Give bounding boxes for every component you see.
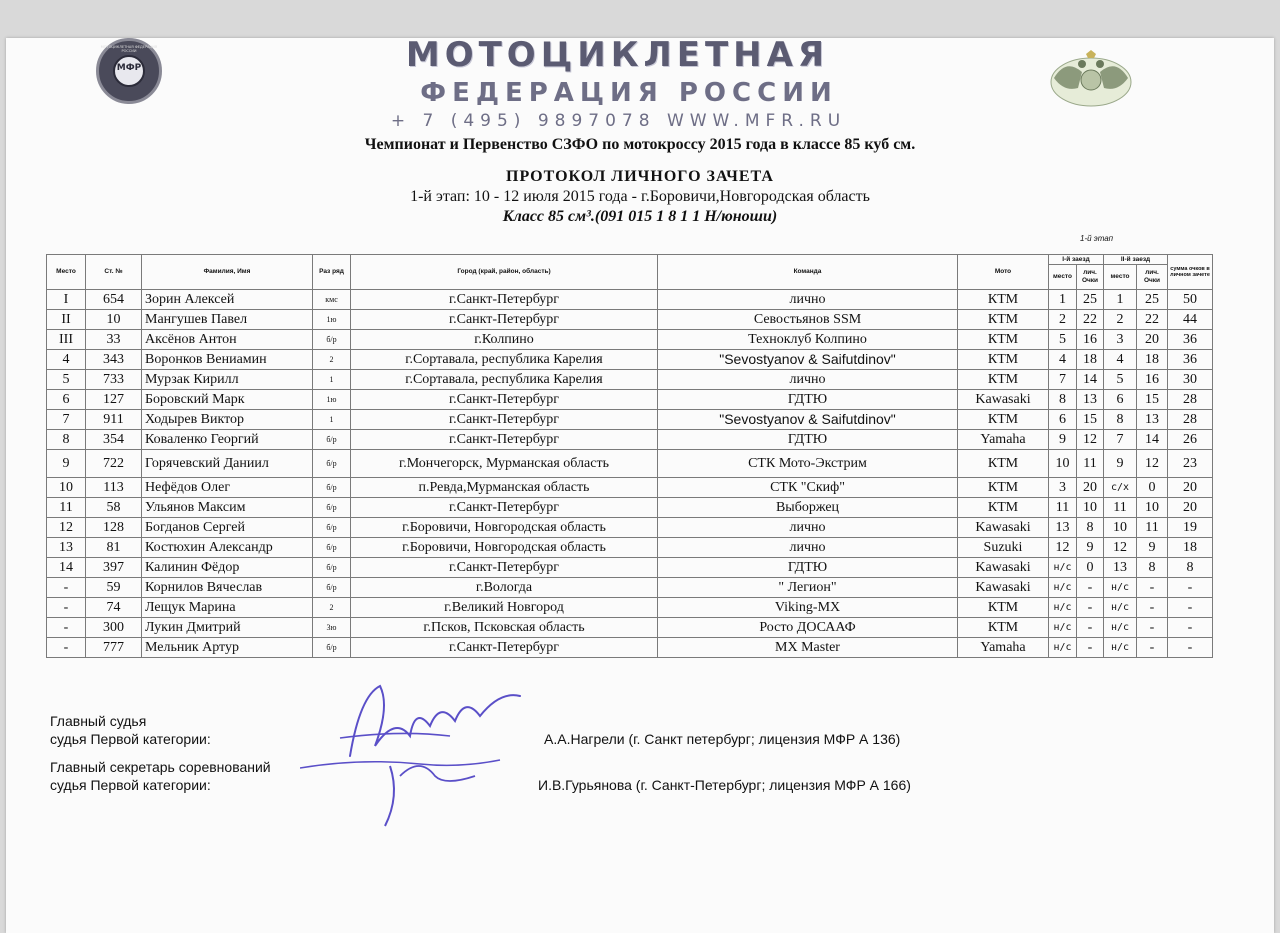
cell-heat2-points: 14 [1137, 430, 1168, 450]
cell-rank: б/р [313, 498, 351, 518]
cell-team: лично [658, 518, 958, 538]
cell-total: 18 [1168, 538, 1213, 558]
cell-rank: 2 [313, 598, 351, 618]
cell-number: 354 [86, 430, 142, 450]
cell-place: 8 [47, 430, 86, 450]
col-header-heat1-points: лич. Очки [1077, 265, 1104, 290]
cell-place: 9 [47, 450, 86, 478]
cell-name: Корнилов Вячеслав [142, 578, 313, 598]
col-header-team: Команда [658, 255, 958, 290]
cell-number: 300 [86, 618, 142, 638]
secretary-name: И.В.Гурьянова (г. Санкт-Петербург; лицензия МФР А 166) [538, 777, 911, 793]
cell-heat2-place: 7 [1104, 430, 1137, 450]
cell-heat2-place: 10 [1104, 518, 1137, 538]
table-row [47, 638, 1213, 658]
results-table [46, 254, 1213, 658]
cell-heat1-place: 4 [1049, 350, 1077, 370]
cell-rank: кмс [313, 290, 351, 310]
cell-number: 127 [86, 390, 142, 410]
table-row [47, 558, 1213, 578]
cell-heat1-points: 16 [1077, 330, 1104, 350]
cell-heat2-place: 13 [1104, 558, 1137, 578]
cell-team: Севостьянов SSM [658, 310, 958, 330]
cell-name: Богданов Сергей [142, 518, 313, 538]
table-row [47, 598, 1213, 618]
cell-heat2-place: 11 [1104, 498, 1137, 518]
cell-total: 20 [1168, 498, 1213, 518]
cell-moto: Kawasaki [958, 578, 1049, 598]
cell-rank: б/р [313, 330, 351, 350]
table-row [47, 478, 1213, 498]
cell-total: 30 [1168, 370, 1213, 390]
cell-heat2-points: - [1137, 598, 1168, 618]
cell-place: - [47, 598, 86, 618]
cell-place: II [47, 310, 86, 330]
secretary-block [50, 758, 271, 794]
table-row [47, 498, 1213, 518]
cell-moto: КТМ [958, 478, 1049, 498]
cell-place: 10 [47, 478, 86, 498]
cell-number: 74 [86, 598, 142, 618]
cell-number: 10 [86, 310, 142, 330]
cell-team: ГДТЮ [658, 390, 958, 410]
cell-name: Мельник Артур [142, 638, 313, 658]
cell-name: Мурзак Кирилл [142, 370, 313, 390]
cell-heat1-points: - [1077, 618, 1104, 638]
cell-total: 36 [1168, 330, 1213, 350]
cell-total: 8 [1168, 558, 1213, 578]
handwritten-signature-icon [300, 676, 540, 836]
cell-place: 12 [47, 518, 86, 538]
cell-moto: КТМ [958, 370, 1049, 390]
cell-heat2-place: 1 [1104, 290, 1137, 310]
cell-number: 654 [86, 290, 142, 310]
cell-moto: КТМ [958, 450, 1049, 478]
cell-total: 20 [1168, 478, 1213, 498]
cell-city: г.Вологда [351, 578, 658, 598]
cell-heat2-points: - [1137, 618, 1168, 638]
cell-team: Viking-MX [658, 598, 958, 618]
cell-heat1-place: 7 [1049, 370, 1077, 390]
cell-city: г.Санкт-Петербург [351, 638, 658, 658]
cell-total: 19 [1168, 518, 1213, 538]
cell-heat2-place: 4 [1104, 350, 1137, 370]
judge-block [50, 712, 211, 748]
cell-moto: КТМ [958, 330, 1049, 350]
cell-city: г.Сортавала, республика Карелия [351, 350, 658, 370]
cell-heat1-place: 9 [1049, 430, 1077, 450]
cell-number: 733 [86, 370, 142, 390]
mfr-emblem-logo [96, 38, 162, 104]
col-header-total: сумма очков в личном зачете [1168, 255, 1213, 290]
cell-rank: 2 [313, 350, 351, 370]
table-row [47, 578, 1213, 598]
cell-heat1-place: 3 [1049, 478, 1077, 498]
cell-moto: Suzuki [958, 538, 1049, 558]
cell-team: Росто ДОСААФ [658, 618, 958, 638]
col-header-name: Фамилия, Имя [142, 255, 313, 290]
cell-heat2-place: 2 [1104, 310, 1137, 330]
cell-heat2-place: с/х [1104, 478, 1137, 498]
cell-name: Калинин Фёдор [142, 558, 313, 578]
cell-rank: 1 [313, 370, 351, 390]
cell-name: Костюхин Александр [142, 538, 313, 558]
cell-number: 81 [86, 538, 142, 558]
cell-place: 13 [47, 538, 86, 558]
cell-total: - [1168, 578, 1213, 598]
cell-team: MX Master [658, 638, 958, 658]
cell-rank: 3ю [313, 618, 351, 638]
cell-heat1-points: 0 [1077, 558, 1104, 578]
col-header-heat2: II-й заезд [1104, 255, 1168, 265]
cell-number: 128 [86, 518, 142, 538]
federation-banner-line2: ФЕДЕРАЦИЯ РОССИИ [420, 78, 838, 108]
cell-team: ГДТЮ [658, 558, 958, 578]
federation-banner-line1: МОТОЦИКЛЕТНАЯ [405, 35, 830, 75]
cell-heat1-place: 6 [1049, 410, 1077, 430]
table-row [47, 290, 1213, 310]
cell-heat1-place: 12 [1049, 538, 1077, 558]
cell-number: 397 [86, 558, 142, 578]
cell-team: "Sevostyanov & Saifutdinov" [658, 410, 958, 430]
cell-rank: б/р [313, 478, 351, 498]
cell-rank: б/р [313, 578, 351, 598]
cell-heat1-place: н/с [1049, 638, 1077, 658]
col-header-city: Город (край, район, область) [351, 255, 658, 290]
cell-moto: Kawasaki [958, 558, 1049, 578]
cell-heat2-points: 9 [1137, 538, 1168, 558]
table-row [47, 370, 1213, 390]
cell-city: г.Боровичи, Новгородская область [351, 518, 658, 538]
cell-heat2-points: 25 [1137, 290, 1168, 310]
cell-heat1-points: 20 [1077, 478, 1104, 498]
cell-city: г.Санкт-Петербург [351, 430, 658, 450]
table-row [47, 330, 1213, 350]
cell-total: 26 [1168, 430, 1213, 450]
judge-category: судья Первой категории: [50, 731, 211, 747]
cell-place: - [47, 638, 86, 658]
cell-number: 33 [86, 330, 142, 350]
cell-heat2-points: 15 [1137, 390, 1168, 410]
cell-heat2-place: н/с [1104, 618, 1137, 638]
cell-rank: б/р [313, 518, 351, 538]
cell-heat2-place: 8 [1104, 410, 1137, 430]
emblem-monogram: МФР [116, 63, 142, 73]
cell-team: ГДТЮ [658, 430, 958, 450]
cell-rank: 1ю [313, 390, 351, 410]
cell-number: 58 [86, 498, 142, 518]
cell-heat1-points: - [1077, 638, 1104, 658]
cell-heat2-points: 18 [1137, 350, 1168, 370]
cell-total: 44 [1168, 310, 1213, 330]
cell-rank: б/р [313, 430, 351, 450]
cell-name: Горячевский Даниил [142, 450, 313, 478]
cell-team: лично [658, 538, 958, 558]
cell-heat1-points: 12 [1077, 430, 1104, 450]
emblem-ring-text: МОТОЦИКЛЕТНАЯ ФЕДЕРАЦИЯ РОССИИ [100, 45, 158, 53]
cell-heat1-points: 9 [1077, 538, 1104, 558]
cell-city: г.Санкт-Петербург [351, 558, 658, 578]
cell-name: Ульянов Максим [142, 498, 313, 518]
table-row [47, 310, 1213, 330]
col-header-moto: Мото [958, 255, 1049, 290]
cell-city: г.Псков, Псковская область [351, 618, 658, 638]
cell-city: п.Ревда,Мурманская область [351, 478, 658, 498]
cell-city: г.Великий Новгород [351, 598, 658, 618]
cell-number: 777 [86, 638, 142, 658]
protocol-title: ПРОТОКОЛ ЛИЧНОГО ЗАЧЕТА [506, 168, 774, 185]
table-row [47, 430, 1213, 450]
cell-moto: Yamaha [958, 638, 1049, 658]
cell-team: Техноклуб Колпино [658, 330, 958, 350]
stage-note: 1-й этап [1080, 234, 1114, 243]
cell-moto: КТМ [958, 618, 1049, 638]
cell-total: 28 [1168, 410, 1213, 430]
cell-heat1-place: 5 [1049, 330, 1077, 350]
col-header-heat1-place: место [1049, 265, 1077, 290]
cell-moto: КТМ [958, 598, 1049, 618]
cell-moto: КТМ [958, 410, 1049, 430]
cell-heat2-points: 8 [1137, 558, 1168, 578]
cell-rank: 1 [313, 410, 351, 430]
cell-heat2-place: н/с [1104, 598, 1137, 618]
cell-heat1-points: 11 [1077, 450, 1104, 478]
cell-number: 113 [86, 478, 142, 498]
cell-city: г.Колпино [351, 330, 658, 350]
cell-name: Боровский Марк [142, 390, 313, 410]
cell-heat2-points: 13 [1137, 410, 1168, 430]
col-header-number: Ст. № [86, 255, 142, 290]
double-eagle-emblem-icon [1048, 48, 1134, 110]
cell-heat1-place: 8 [1049, 390, 1077, 410]
cell-city: г.Боровичи, Новгородская область [351, 538, 658, 558]
cell-rank: б/р [313, 450, 351, 478]
cell-heat2-points: 11 [1137, 518, 1168, 538]
cell-name: Ходырев Виктор [142, 410, 313, 430]
cell-total: 36 [1168, 350, 1213, 370]
class-label: Класс 85 см³.(091 015 1 8 1 1 Н/юноши) [502, 208, 778, 225]
cell-heat1-points: 18 [1077, 350, 1104, 370]
cell-number: 343 [86, 350, 142, 370]
cell-place: 4 [47, 350, 86, 370]
cell-team: лично [658, 290, 958, 310]
cell-total: 28 [1168, 390, 1213, 410]
cell-heat1-points: 15 [1077, 410, 1104, 430]
cell-heat2-points: 16 [1137, 370, 1168, 390]
col-header-heat2-points: лич. Очки [1137, 265, 1168, 290]
cell-city: г.Санкт-Петербург [351, 290, 658, 310]
cell-total: - [1168, 618, 1213, 638]
cell-name: Нефёдов Олег [142, 478, 313, 498]
cell-moto: Kawasaki [958, 390, 1049, 410]
cell-city: г.Санкт-Петербург [351, 310, 658, 330]
cell-moto: КТМ [958, 350, 1049, 370]
cell-heat1-place: 2 [1049, 310, 1077, 330]
cell-heat2-place: 9 [1104, 450, 1137, 478]
table-row [47, 450, 1213, 478]
col-header-place: Место [47, 255, 86, 290]
cell-city: г.Санкт-Петербург [351, 498, 658, 518]
cell-name: Лещук Марина [142, 598, 313, 618]
cell-heat1-points: 13 [1077, 390, 1104, 410]
cell-heat2-place: 5 [1104, 370, 1137, 390]
cell-total: 23 [1168, 450, 1213, 478]
cell-heat2-place: н/с [1104, 578, 1137, 598]
table-header-row [47, 255, 1213, 265]
cell-total: - [1168, 598, 1213, 618]
cell-place: 7 [47, 410, 86, 430]
results-body [47, 290, 1213, 658]
secretary-category: судья Первой категории: [50, 777, 211, 793]
cell-rank: б/р [313, 558, 351, 578]
cell-heat2-place: 12 [1104, 538, 1137, 558]
cell-heat1-points: - [1077, 578, 1104, 598]
table-row [47, 410, 1213, 430]
cell-total: 50 [1168, 290, 1213, 310]
cell-place: - [47, 578, 86, 598]
table-row [47, 390, 1213, 410]
cell-heat1-place: н/с [1049, 598, 1077, 618]
federation-contact-line: + 7 (495) 9897078 WWW.MFR.RU [390, 111, 847, 131]
cell-name: Коваленко Георгий [142, 430, 313, 450]
stage-info: 1-й этап: 10 - 12 июля 2015 года - г.Боровичи,Новгородская область [410, 188, 870, 205]
cell-heat1-points: 22 [1077, 310, 1104, 330]
cell-heat1-place: н/с [1049, 618, 1077, 638]
col-header-rank: Раз ряд [313, 255, 351, 290]
cell-heat1-points: 8 [1077, 518, 1104, 538]
cell-moto: КТМ [958, 498, 1049, 518]
cell-total: - [1168, 638, 1213, 658]
cell-name: Лукин Дмитрий [142, 618, 313, 638]
cell-team: "Sevostyanov & Saifutdinov" [658, 350, 958, 370]
cell-name: Воронков Вениамин [142, 350, 313, 370]
cell-rank: б/р [313, 538, 351, 558]
cell-heat2-place: 3 [1104, 330, 1137, 350]
cell-moto: КТМ [958, 290, 1049, 310]
cell-team: Выборжец [658, 498, 958, 518]
cell-name: Мангушев Павел [142, 310, 313, 330]
table-row [47, 538, 1213, 558]
cell-heat1-points: 10 [1077, 498, 1104, 518]
cell-city: г.Санкт-Петербург [351, 390, 658, 410]
cell-heat1-points: 14 [1077, 370, 1104, 390]
cell-city: г.Сортавала, республика Карелия [351, 370, 658, 390]
cell-team: лично [658, 370, 958, 390]
cell-rank: 1ю [313, 310, 351, 330]
cell-heat1-place: 1 [1049, 290, 1077, 310]
cell-city: г.Санкт-Петербург [351, 410, 658, 430]
cell-heat2-place: н/с [1104, 638, 1137, 658]
table-row [47, 350, 1213, 370]
cell-heat2-points: 10 [1137, 498, 1168, 518]
cell-number: 59 [86, 578, 142, 598]
cell-heat2-points: 20 [1137, 330, 1168, 350]
cell-heat2-points: 12 [1137, 450, 1168, 478]
cell-moto: Yamaha [958, 430, 1049, 450]
cell-team: СТК Мото-Экстрим [658, 450, 958, 478]
cell-name: Аксёнов Антон [142, 330, 313, 350]
secretary-title: Главный секретарь соревнований [50, 759, 271, 775]
cell-rank: б/р [313, 638, 351, 658]
judge-name: А.А.Нагрели (г. Санкт петербург; лицензия МФР А 136) [544, 731, 901, 747]
table-row [47, 618, 1213, 638]
cell-place: 5 [47, 370, 86, 390]
cell-heat2-points: - [1137, 578, 1168, 598]
judge-title: Главный судья [50, 713, 147, 729]
cell-heat1-place: 13 [1049, 518, 1077, 538]
cell-heat2-points: 0 [1137, 478, 1168, 498]
cell-place: III [47, 330, 86, 350]
cell-team: СТК "Скиф" [658, 478, 958, 498]
cell-number: 911 [86, 410, 142, 430]
cell-place: I [47, 290, 86, 310]
cell-heat1-points: 25 [1077, 290, 1104, 310]
cell-heat1-place: н/с [1049, 578, 1077, 598]
cell-heat2-points: - [1137, 638, 1168, 658]
cell-place: - [47, 618, 86, 638]
cell-number: 722 [86, 450, 142, 478]
cell-heat1-place: н/с [1049, 558, 1077, 578]
cell-moto: Kawasaki [958, 518, 1049, 538]
cell-moto: КТМ [958, 310, 1049, 330]
col-header-heat1: I-й заезд [1049, 255, 1104, 265]
cell-place: 6 [47, 390, 86, 410]
cell-place: 14 [47, 558, 86, 578]
cell-heat1-place: 10 [1049, 450, 1077, 478]
cell-heat1-place: 11 [1049, 498, 1077, 518]
cell-team: " Легион" [658, 578, 958, 598]
cell-city: г.Мончегорск, Мурманская область [351, 450, 658, 478]
cell-heat2-place: 6 [1104, 390, 1137, 410]
cell-heat2-points: 22 [1137, 310, 1168, 330]
col-header-heat2-place: место [1104, 265, 1137, 290]
cell-heat1-points: - [1077, 598, 1104, 618]
cell-place: 11 [47, 498, 86, 518]
championship-title: Чемпионат и Первенство СЗФО по мотокроссу 2015 года в классе 85 куб см. [364, 136, 916, 153]
cell-name: Зорин Алексей [142, 290, 313, 310]
table-row [47, 518, 1213, 538]
